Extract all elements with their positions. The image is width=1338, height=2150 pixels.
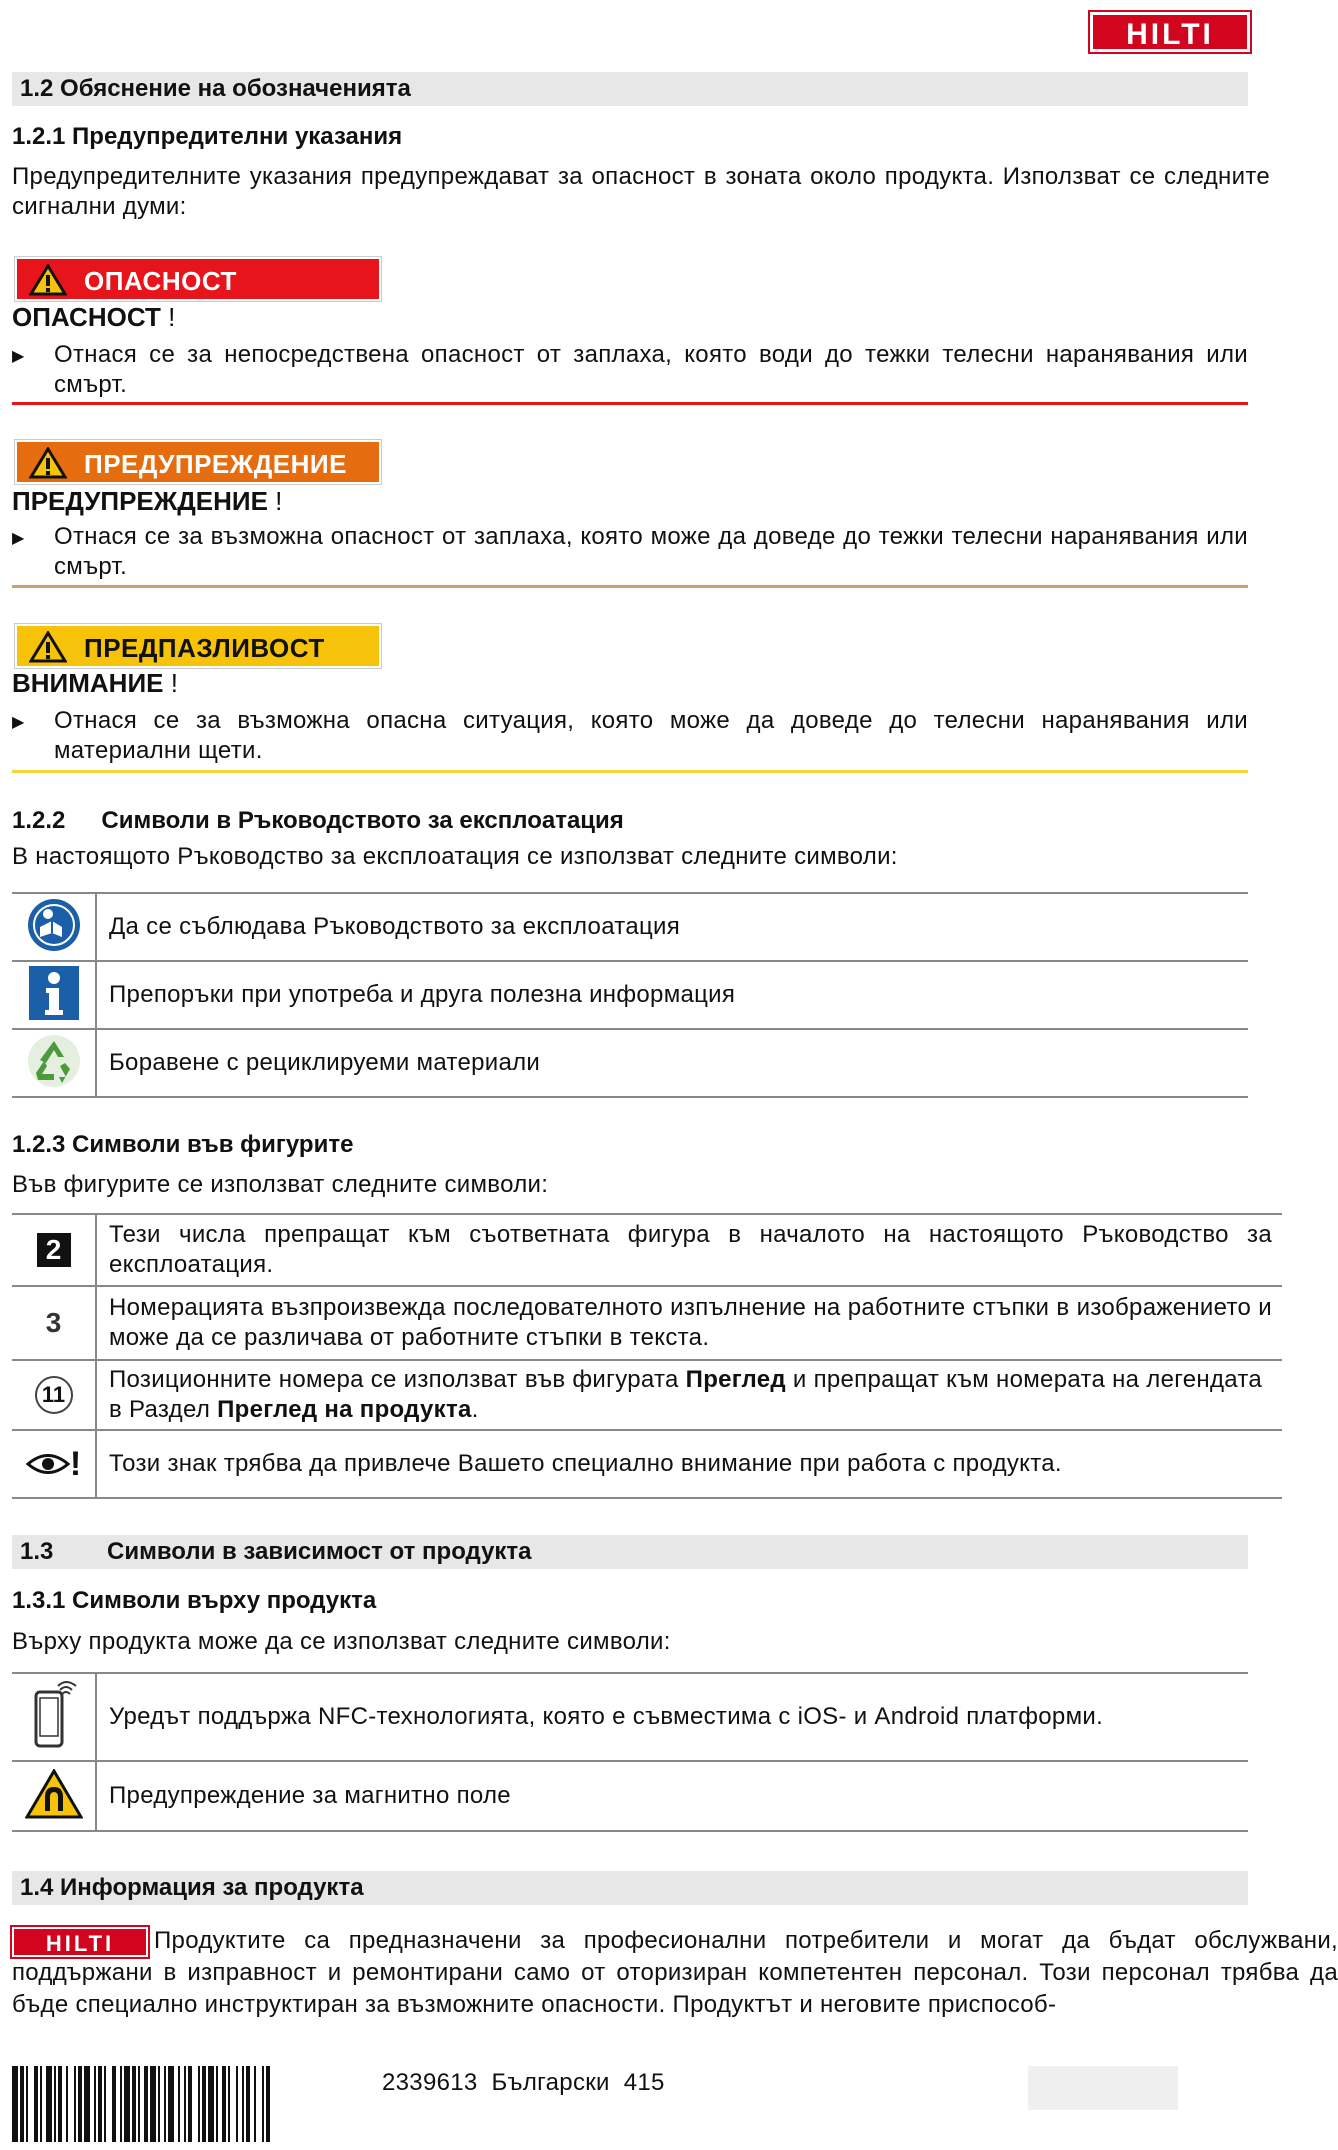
barcode-bar [262,2066,264,2142]
product-symbols-table [12,1672,1248,1832]
product-info-text: Продуктите са предназначени за професионални потребители и могат да бъдат обслужвани, поддържани в изправност и ремонтирани само от оторизиран компетентен персонал. Този персонал трябва да бъде специално инструктиран за възможните опасности. Продуктът и неговите приспособ- [12,1927,1338,2018]
table-cell: Уредът поддържа NFC-технологията, която е съвместима с iOS- и Android платформи. [96,1673,1248,1761]
recycle-icon [12,1029,96,1097]
table-cell: Боравене с рециклируеми материали [96,1029,1248,1097]
barcode-bar [94,2066,96,2142]
doc-number: 2339613 [382,2069,478,2096]
table-row [12,1029,1248,1097]
product-symbols-intro: Върху продукта може да се използват следните символи: [12,1628,671,1655]
warning-triangle-icon [29,264,67,296]
barcode-bar [124,2066,130,2142]
warning-text: Отнася се за непосредствена опасност от заплаха, която води до тежки телесни наранявания или смърт. [54,341,1248,398]
barcode-bar [236,2066,238,2142]
text-run: и препращат към номерата на легендата в Раздел [109,1366,1263,1423]
barcode-bar [120,2066,122,2142]
table-cell [96,1360,1282,1430]
table-cell: Този знак трябва да привлече Вашето специално внимание при работа с продукта. [96,1430,1282,1498]
footer-gray-box [1028,2066,1178,2110]
figure-symbols-table [12,1213,1282,1499]
barcode-bar [84,2066,90,2142]
manual-symbols-intro: В настоящото Ръководство за експлоатация се използват следните символи: [12,843,898,870]
barcode-bar [66,2066,68,2142]
barcode-bar [222,2066,226,2142]
figure-symbols-intro: Във фигурите се използват следните символи: [12,1171,549,1198]
barcode-bar [132,2066,136,2142]
table-cell: Предупреждение за магнитно поле [96,1761,1248,1831]
magnet-warning-icon [12,1761,96,1831]
section-title: 1.2 Обяснение на обозначенията [20,75,411,102]
barcode-bar [208,2066,214,2142]
barcode-bar [168,2066,174,2142]
table-cell: Номерацията възпроизвежда последователното изпълнение на работните стъпки в изображението и може да се различава от работните стъпки в текста. [96,1286,1282,1360]
barcode-bar [78,2066,82,2142]
divider [12,585,1248,588]
table-row [12,961,1248,1029]
barcode-bar [46,2066,52,2142]
step-number: 3 [45,1307,62,1338]
subsection-title-1-2-2 [12,806,624,836]
bullet-icon: ▶ [12,530,25,547]
barcode-bar [150,2066,156,2142]
barcode-bar [58,2066,62,2142]
barcode-bar [246,2066,250,2142]
warning-badge [15,440,381,484]
warnings-intro: Предупредителните указания предупреждават за опасност в зоната около продукта. Използват се следните сигнални думи: [12,163,1270,220]
section-number: 1.3 [20,1538,54,1565]
section-bar-1-3 [12,1535,1248,1569]
warning-triangle-icon [29,447,67,479]
divider [12,770,1248,773]
table-row [12,1214,1282,1286]
signal-word [12,486,282,516]
barcode [12,2066,350,2142]
figure-number-icon [12,1214,96,1286]
barcode-bar [98,2066,102,2142]
barcode-bar [40,2066,42,2142]
barcode-bar [188,2066,192,2142]
table-row [12,1673,1248,1761]
table-cell: Да се съблюдава Ръководството за експлоатация [96,893,1248,961]
signal-word-text: ОПАСНОСТ [12,302,161,332]
subsection-title-1-3-1: 1.3.1 Символи върху продукта [12,1587,377,1614]
exclamation: ! [168,302,176,332]
bullet-icon: ▶ [12,348,25,365]
section-bar-1-4 [12,1871,1248,1905]
hilti-logo-inline: HILTI [12,1927,148,1957]
section-title: 1.4 Информация за продукта [20,1874,364,1901]
barcode-bar [178,2066,180,2142]
danger-badge [15,257,381,301]
warning-text: Отнася се за възможна опасна ситуация, която може да доведе до телесни наранявания или материални щети. [54,707,1248,764]
manual-symbols-table [12,892,1248,1098]
position-number: 11 [35,1376,73,1414]
table-row [12,1761,1248,1831]
text-run: . [471,1396,479,1423]
barcode-bar [184,2066,186,2142]
signal-word [12,668,178,698]
barcode-bar [12,2066,18,2142]
barcode-bar [74,2066,76,2142]
section-title: Символи в зависимост от продукта [107,1538,532,1565]
subsection-title-1-2-3: 1.2.3 Символи във фигурите [12,1131,354,1158]
barcode-bar [104,2066,106,2142]
eye-attention-icon [12,1430,96,1498]
page-number: 415 [623,2069,665,2096]
table-cell: Тези числа препращат към съответната фигура в началото на настоящото Ръководство за експлоатация. [96,1214,1282,1286]
step-number-icon [12,1286,96,1360]
position-number-icon [12,1360,96,1430]
barcode-bar [26,2066,28,2142]
divider [12,402,1248,405]
table-row [12,1360,1282,1430]
signal-word-text: ПРЕДУПРЕЖДЕНИЕ [12,486,268,516]
bold-text: Преглед на продукта [217,1396,472,1423]
table-row [12,1286,1282,1360]
badge-label: ОПАСНОСТ [84,266,237,296]
barcode-bar [254,2066,256,2142]
barcode-bar [138,2066,140,2142]
read-manual-icon [12,893,96,961]
badge-label: ПРЕДУПРЕЖДЕНИЕ [84,449,347,479]
barcode-bar [202,2066,206,2142]
subsection-title-1-2-1: 1.2.1 Предупредителни указания [12,123,403,150]
warning-triangle-icon [29,631,67,663]
info-icon [12,961,96,1029]
subsection-name: Символи в Ръководството за експлоатация [101,807,624,834]
barcode-bar [20,2066,24,2142]
barcode-bar [216,2066,218,2142]
exclamation: ! [170,668,178,698]
subsection-number: 1.2.2 [12,807,66,834]
barcode-bar [54,2066,56,2142]
badge-label: ПРЕДПАЗЛИВОСТ [84,633,325,663]
exclamation-mark: ! [69,1444,82,1483]
barcode-bar [144,2066,148,2142]
hilti-logo: HILTI [1090,12,1250,52]
table-row [12,893,1248,961]
barcode-bar [228,2066,230,2142]
caution-badge [15,624,381,668]
barcode-bar [266,2066,270,2142]
exclamation: ! [275,486,283,516]
barcode-bar [158,2066,160,2142]
bullet-icon: ▶ [12,714,25,731]
barcode-bar [112,2066,116,2142]
text-run: Позиционните номера се използват във фигурата [109,1366,686,1393]
page-footer [382,2068,665,2098]
barcode-bar [164,2066,166,2142]
barcode-bar [198,2066,200,2142]
language: Български [491,2069,610,2096]
section-bar-1-2 [12,72,1248,106]
nfc-phone-icon [12,1673,96,1761]
bold-text: Преглед [685,1366,786,1393]
barcode-bar [34,2066,38,2142]
warning-text: Отнася се за възможна опасност от заплаха, която може да доведе до тежки телесни наранявания или смърт. [54,523,1248,580]
barcode-bar [242,2066,244,2142]
signal-word [12,302,175,332]
figure-number: 2 [37,1233,71,1267]
table-cell: Препоръки при употреба и друга полезна информация [96,961,1248,1029]
table-row [12,1430,1282,1498]
signal-word-text: ВНИМАНИЕ [12,668,164,698]
